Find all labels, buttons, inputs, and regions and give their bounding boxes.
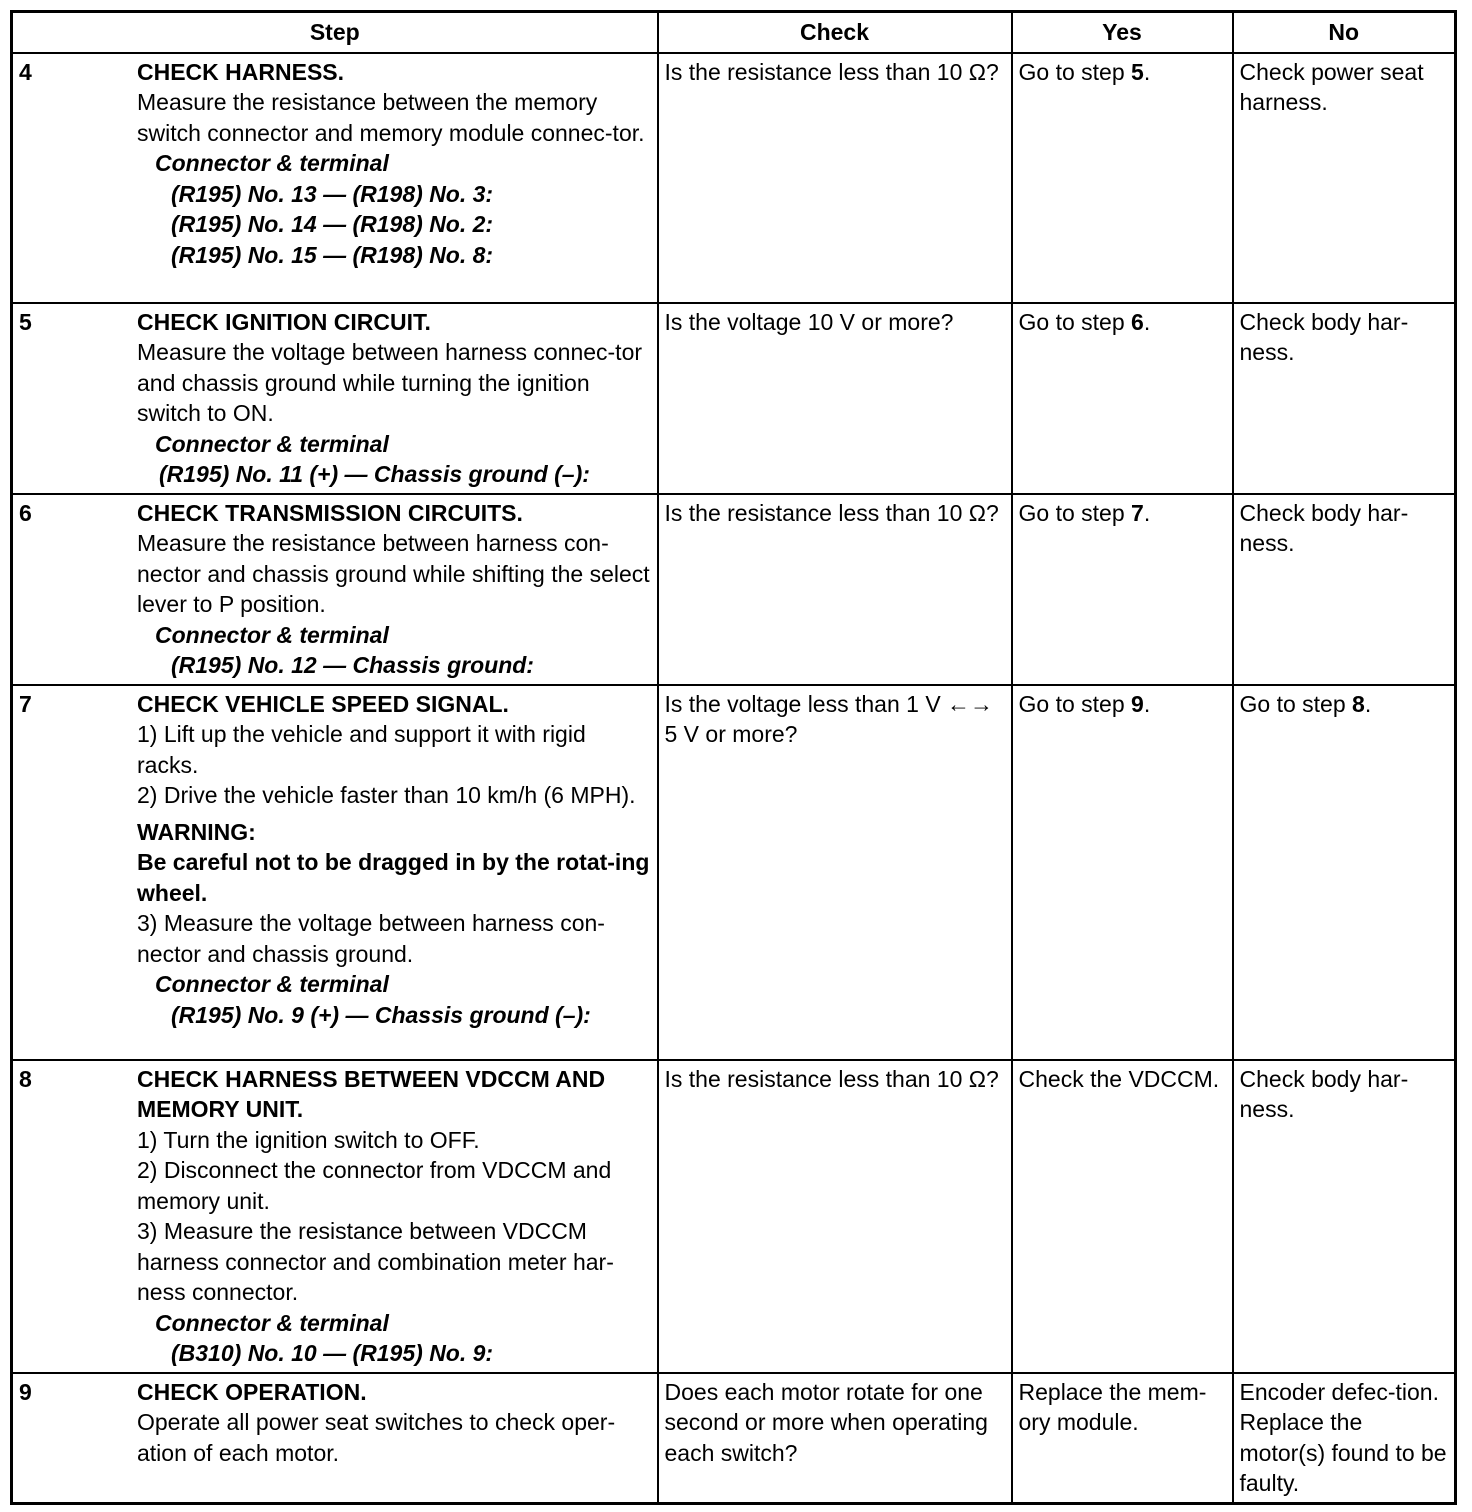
connector-terminal-line: (R195) No. 13 — (R198) No. 3: bbox=[171, 180, 494, 207]
header-no: No bbox=[1233, 12, 1456, 53]
diagnostic-procedure-sheet bbox=[10, 10, 1457, 1505]
table-row-step-4 bbox=[12, 53, 1456, 303]
step-number: 9 bbox=[19, 1378, 32, 1405]
step-instruction: Measure the resistance between harness con-nector and chassis ground while shifting the select lever to P position. bbox=[137, 530, 650, 617]
warning-label: WARNING: bbox=[137, 818, 256, 845]
step-number: 8 bbox=[19, 1065, 32, 1092]
step-instruction: Measure the resistance between the memory switch connector and memory module connec-tor. bbox=[137, 89, 645, 146]
yes-cell bbox=[1012, 53, 1233, 303]
step-number: 7 bbox=[19, 690, 32, 717]
step-instruction: Measure the voltage between harness connec-tor and chassis ground while turning the ignition switch to ON. bbox=[137, 339, 643, 426]
step-cell bbox=[12, 1373, 658, 1504]
connector-terminal-line: (R195) No. 12 — Chassis ground: bbox=[171, 652, 534, 678]
step-number: 6 bbox=[19, 499, 32, 526]
step-cell bbox=[12, 1060, 658, 1373]
yes-step-ref: 9 bbox=[1131, 690, 1144, 717]
step-number: 4 bbox=[19, 58, 32, 85]
table-row-step-7 bbox=[12, 685, 1456, 1060]
no-cell: Check power seat harness. bbox=[1233, 53, 1456, 303]
connector-terminal-line: (R195) No. 15 — (R198) No. 8: bbox=[171, 241, 494, 268]
yes-cell bbox=[1012, 494, 1233, 685]
step-instruction: 3) Measure the resistance between VDCCM harness connector and combination meter har-ness connector. bbox=[137, 1218, 614, 1305]
yes-suffix: . bbox=[1143, 58, 1151, 85]
check-cell: Is the resistance less than 10 Ω? bbox=[658, 53, 1012, 303]
step-instruction: 2) Drive the vehicle faster than 10 km/h (6 MPH). bbox=[137, 782, 636, 808]
yes-text: Go to step bbox=[1018, 690, 1132, 717]
no-cell: Check body har-ness. bbox=[1233, 494, 1456, 685]
connector-terminal-heading: Connector & terminal bbox=[155, 1309, 389, 1336]
connector-terminal-heading: Connector & terminal bbox=[155, 430, 389, 457]
step-instruction: Operate all power seat switches to check oper-ation of each motor. bbox=[137, 1409, 616, 1466]
yes-step-ref: 7 bbox=[1131, 499, 1144, 526]
no-cell bbox=[1233, 685, 1456, 1060]
step-instruction: 2) Disconnect the connector from VDCCM and memory unit. bbox=[137, 1157, 612, 1214]
step-title: CHECK HARNESS. bbox=[137, 58, 345, 85]
check-cell: Is the voltage 10 V or more? bbox=[658, 303, 1012, 494]
step-title: CHECK TRANSMISSION CIRCUITS. bbox=[137, 499, 523, 526]
step-cell bbox=[12, 53, 658, 303]
connector-terminal-line: (R195) No. 9 (+) — Chassis ground (–): bbox=[171, 1001, 591, 1028]
yes-cell: Replace the mem-ory module. bbox=[1012, 1373, 1233, 1504]
no-suffix: . bbox=[1364, 690, 1372, 717]
warning-text: Be careful not to be dragged in by the rotat-ing wheel. bbox=[137, 849, 650, 906]
connector-terminal-heading: Connector & terminal bbox=[155, 150, 389, 176]
connector-terminal-heading: Connector & terminal bbox=[155, 971, 389, 997]
yes-suffix: . bbox=[1143, 499, 1151, 526]
connector-terminal-heading: Connector & terminal bbox=[155, 621, 389, 648]
check-cell: Does each motor rotate for one second or more when operating each switch? bbox=[658, 1373, 1012, 1504]
step-cell bbox=[12, 494, 658, 685]
step-title: CHECK IGNITION CIRCUIT. bbox=[137, 308, 431, 335]
connector-terminal-line: (R195) No. 11 (+) — Chassis ground (–): bbox=[159, 461, 590, 487]
step-instruction: 1) Lift up the vehicle and support it with rigid racks. bbox=[137, 721, 586, 778]
yes-text: Go to step bbox=[1018, 58, 1132, 85]
table-row-step-6 bbox=[12, 494, 1456, 685]
header-check: Check bbox=[658, 12, 1012, 53]
no-cell: Check body har-ness. bbox=[1233, 1060, 1456, 1373]
header-step: Step bbox=[12, 12, 658, 53]
step-title: CHECK VEHICLE SPEED SIGNAL. bbox=[137, 690, 509, 717]
step-cell bbox=[12, 303, 658, 494]
no-cell: Encoder defec-tion. Replace the motor(s) found to be faulty. bbox=[1233, 1373, 1456, 1504]
no-text: Go to step bbox=[1239, 690, 1353, 717]
yes-cell: Check the VDCCM. bbox=[1012, 1060, 1233, 1373]
no-step-ref: 8 bbox=[1352, 690, 1365, 717]
table-row-step-9 bbox=[12, 1373, 1456, 1504]
step-cell bbox=[12, 685, 658, 1060]
connector-terminal-line: (R195) No. 14 — (R198) No. 2: bbox=[171, 211, 494, 237]
yes-suffix: . bbox=[1143, 308, 1151, 335]
yes-text: Go to step bbox=[1018, 499, 1132, 526]
check-cell: Is the resistance less than 10 Ω? bbox=[658, 494, 1012, 685]
yes-cell bbox=[1012, 303, 1233, 494]
step-number: 5 bbox=[19, 308, 32, 335]
step-instruction: 1) Turn the ignition switch to OFF. bbox=[137, 1126, 480, 1153]
yes-text: Go to step bbox=[1018, 308, 1132, 335]
yes-step-ref: 6 bbox=[1131, 308, 1144, 335]
no-cell: Check body har-ness. bbox=[1233, 303, 1456, 494]
yes-cell bbox=[1012, 685, 1233, 1060]
diagnostic-table bbox=[10, 10, 1457, 1505]
yes-suffix: . bbox=[1143, 690, 1151, 717]
step-title: CHECK OPERATION. bbox=[137, 1378, 367, 1405]
yes-step-ref: 5 bbox=[1131, 58, 1144, 85]
check-cell: Is the resistance less than 10 Ω? bbox=[658, 1060, 1012, 1373]
header-yes: Yes bbox=[1012, 12, 1233, 53]
check-cell: Is the voltage less than 1 V ←→ 5 V or more? bbox=[658, 685, 1012, 1060]
step-instruction: 3) Measure the voltage between harness con-nector and chassis ground. bbox=[137, 910, 605, 967]
step-title: CHECK HARNESS BETWEEN VDCCM AND MEMORY UNIT. bbox=[137, 1065, 606, 1122]
table-row-step-5 bbox=[12, 303, 1456, 494]
connector-terminal-line: (B310) No. 10 — (R195) No. 9: bbox=[171, 1340, 494, 1366]
table-row-step-8 bbox=[12, 1060, 1456, 1373]
table-header-row bbox=[12, 12, 1456, 53]
